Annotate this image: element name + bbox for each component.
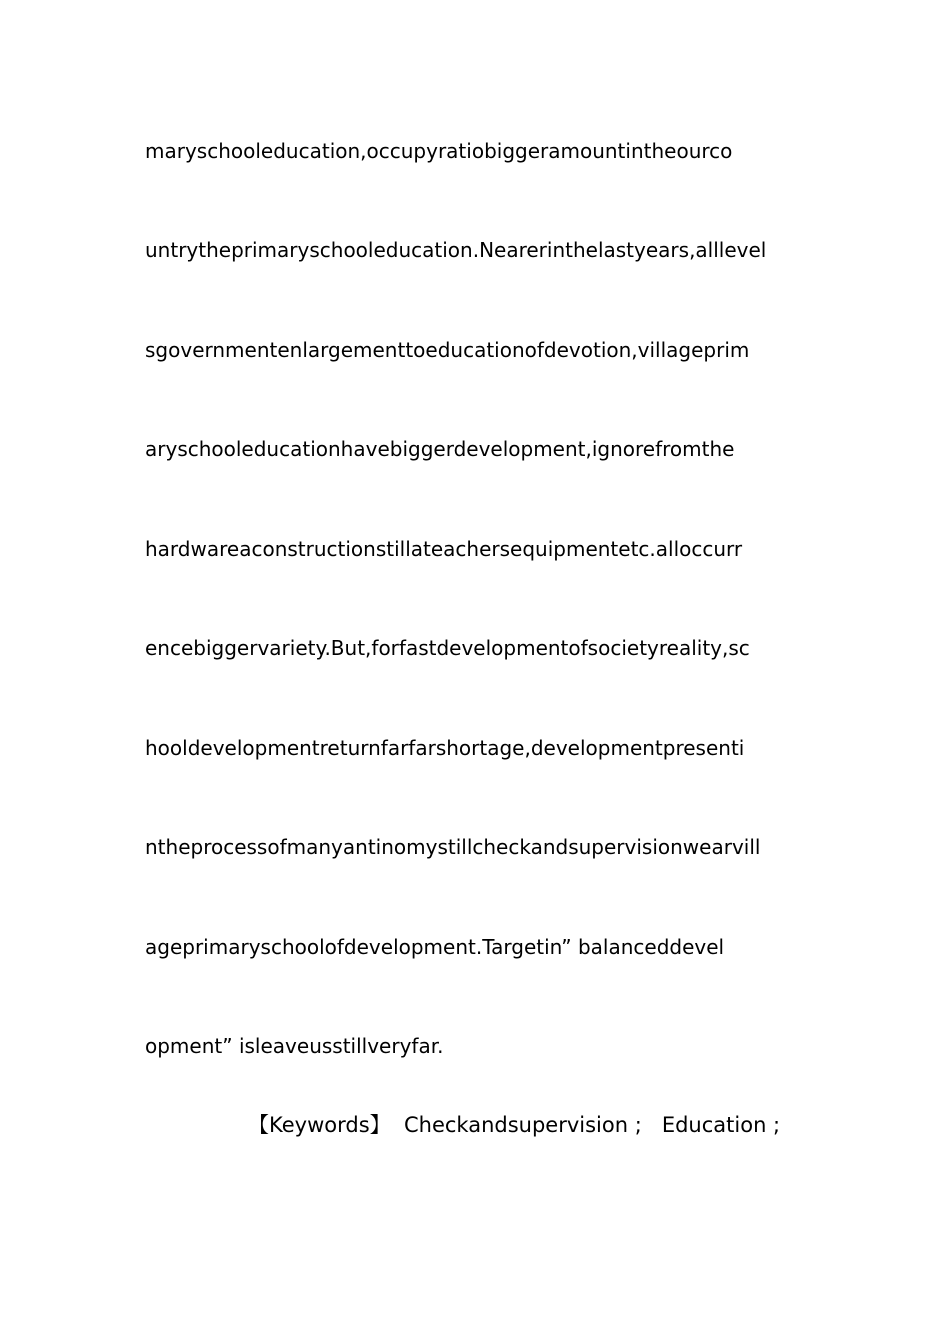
abstract-line: ageprimaryschoolofdevelopment.Targetin” balanceddevel [145,935,725,959]
abstract-line: encebiggervariety.But,forfastdevelopmentofsocietyreality,sc [145,636,750,660]
abstract-line: untrytheprimaryschooleducation.Nearerinthelastyears,alllevel [145,238,767,262]
keywords-line: 【Keywords】 Checkandsupervision ; Education ; [248,1113,781,1137]
abstract-line: maryschooleducation,occupyratiobiggeramountintheourco [145,139,733,163]
abstract-line: hooldevelopmentreturnfarfarshortage,developmentpresenti [145,736,745,760]
abstract-line: ntheprocessofmanyantinomystillcheckandsupervisionwearvill [145,835,761,859]
abstract-line: hardwareaconstructionstillateachersequipmentetc.alloccurr [145,537,743,561]
abstract-line: aryschooleducationhavebiggerdevelopment,ignorefromthe [145,437,735,461]
abstract-line: opment” isleaveusstillveryfar. [145,1034,444,1058]
abstract-line: sgovernmentenlargementtoeducationofdevotion,villageprim [145,338,750,362]
